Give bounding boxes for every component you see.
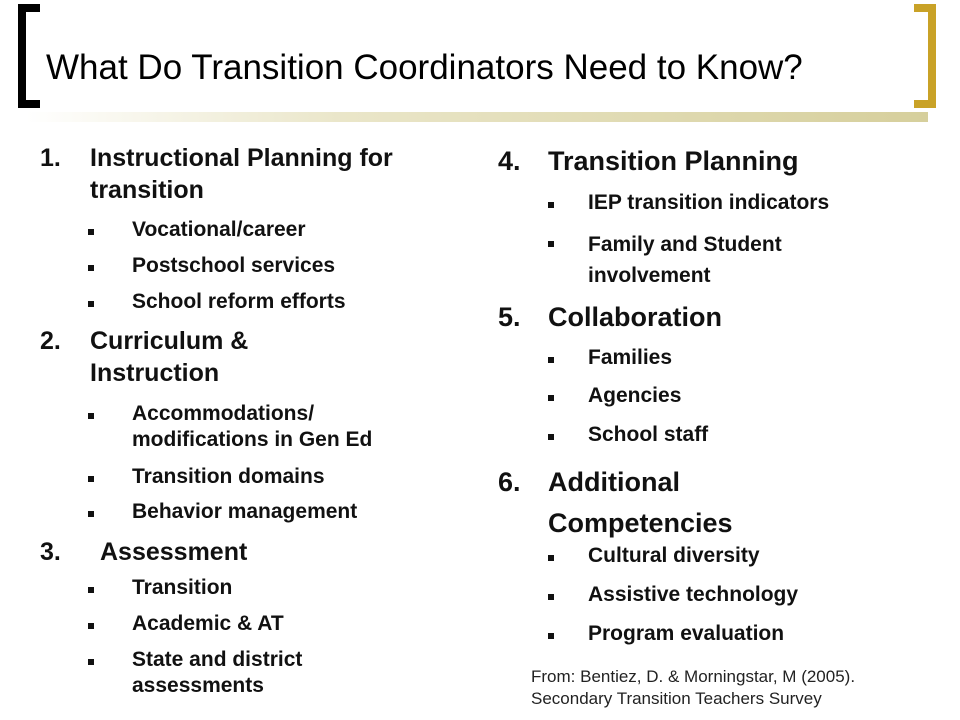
list-item: Cultural diversity [498,543,760,569]
list-item: Family and Student involvement [498,229,858,291]
bullet-icon [88,265,94,271]
list-item: Transition [40,575,232,601]
bullet-icon [548,357,554,363]
list-item: School reform efforts [40,289,346,315]
list-item: School staff [498,422,708,448]
section-number: 3. [40,538,61,566]
bullet-icon [548,555,554,561]
bullet-icon [88,301,94,307]
list-item: Assistive technology [498,582,798,608]
list-item: IEP transition indicators [498,190,829,216]
bullet-icon [548,241,554,247]
section-heading [40,325,330,389]
bullet-icon [88,623,94,629]
list-item: Program evaluation [498,621,784,647]
list-item: Transition domains [40,464,325,490]
section-heading [498,145,799,177]
bullet-icon [548,594,554,600]
section-heading [40,142,430,206]
slide-title: What Do Transition Coordinators Need to Know? [46,48,803,87]
list-item: State and district assessments [40,647,392,699]
section-heading [498,301,722,333]
bullet-icon [548,202,554,208]
bullet-icon [548,633,554,639]
bullet-icon [548,395,554,401]
list-item: Families [498,345,672,371]
section-number: 4. [498,146,521,176]
bullet-icon [88,511,94,517]
section-title: Instructional Planning for transition [90,144,393,204]
list-item: Academic & AT [40,611,284,637]
section-number: 1. [40,144,61,172]
section-number: 5. [498,302,521,332]
bullet-icon [88,587,94,593]
section-title: Curriculum & Instruction [90,327,249,387]
citation-line: Secondary Transition Teachers Survey [531,689,822,708]
section-title: Assessment [100,538,248,566]
citation-line: From: Bentiez, D. & Morningstar, M (2005). [531,667,856,686]
list-item: Vocational/career [40,217,306,243]
section-heading [40,536,247,568]
bullet-icon [88,413,94,419]
list-item: Behavior management [40,499,357,525]
bullet-icon [88,659,94,665]
list-item: Accommodations/ modifications in Gen Ed [40,401,452,453]
bullet-icon [548,434,554,440]
section-heading [498,462,788,544]
section-number: 2. [40,327,61,355]
list-item: Postschool services [40,253,335,279]
list-item: Agencies [498,383,681,409]
section-title: Collaboration [548,302,722,332]
bullet-icon [88,476,94,482]
section-title: Additional Competencies [548,467,733,538]
bullet-icon [88,229,94,235]
title-rule [26,112,928,122]
source-citation [531,666,855,710]
section-number: 6. [498,467,521,497]
section-title: Transition Planning [548,146,799,176]
